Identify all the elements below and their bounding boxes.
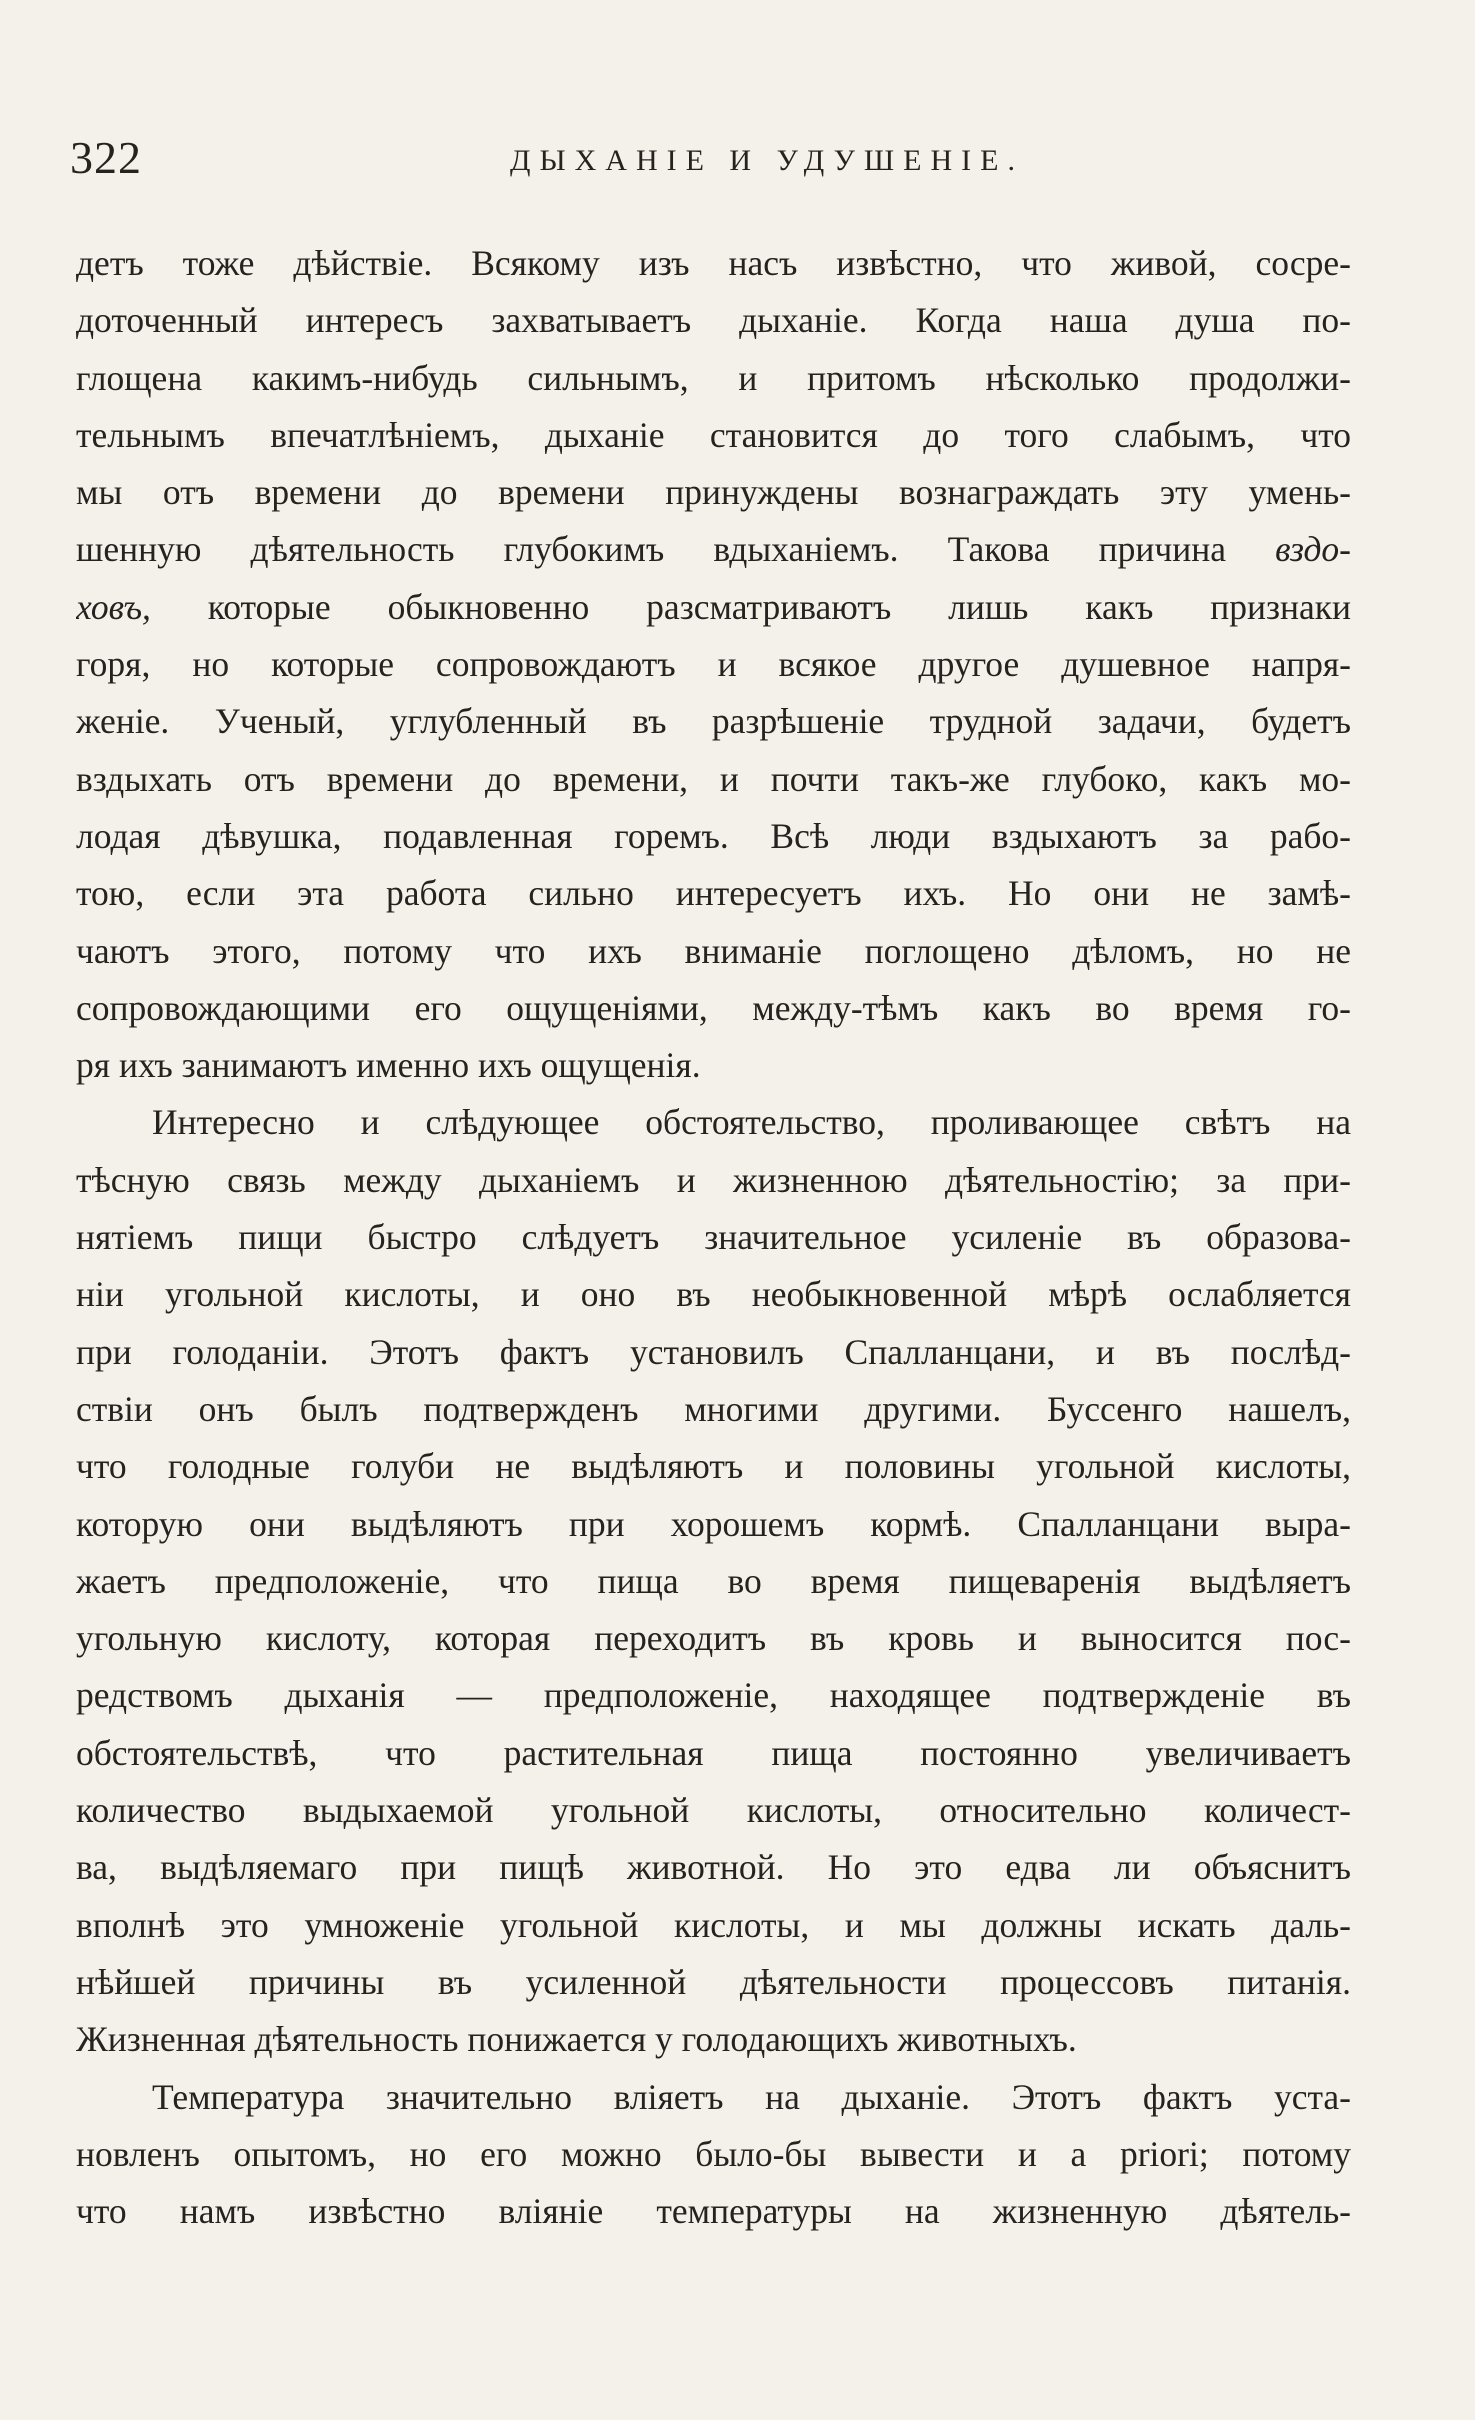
text-line: чаютъ этого, потому что ихъ вниманіе поглощено дѣломъ, но не <box>76 930 1351 971</box>
text-line: жаетъ предположеніе, что пища во время пищеваренія выдѣляетъ <box>76 1560 1351 1601</box>
text-line: Жизненная дѣятельность понижается у голодающихъ животныхъ. <box>76 2019 1077 2060</box>
text-line: вполнѣ это умноженіе угольной кислоты, и мы должны искать даль- <box>76 1904 1351 1945</box>
text-segment: шенную дѣятельность глубокимъ вдыханіемъ. Такова причина <box>76 529 1226 570</box>
text-line: редствомъ дыханія — предположеніе, находящее подтвержденіе въ <box>76 1675 1351 1716</box>
text-line: тельнымъ впечатлѣніемъ, дыханіе становится до того слабымъ, что <box>76 414 1351 455</box>
text-line <box>76 521 1351 578</box>
text-line: угольную кислоту, которая переходитъ въ кровь и выносится пос- <box>76 1618 1351 1659</box>
text-line: ніи угольной кислоты, и оно въ необыкновенной мѣрѣ ослабляется <box>76 1274 1351 1315</box>
body-text <box>76 235 1351 2240</box>
text-line: ва, выдѣляемаго при пищѣ животной. Но это едва ли объяснитъ <box>76 1847 1351 1888</box>
text-line: детъ тоже дѣйствіе. Всякому изъ насъ извѣстно, что живой, сосре- <box>76 243 1351 283</box>
text-line: мы отъ времени до времени принуждены вознаграждать эту умень- <box>76 472 1351 513</box>
text-line: что намъ извѣстно вліяніе температуры на жизненную дѣятель- <box>76 2191 1351 2232</box>
text-line: доточенный интересъ захватываетъ дыханіе. Когда наша душа по- <box>76 300 1351 341</box>
page-header <box>70 128 1350 188</box>
text-line: Интересно и слѣдующее обстоятельство, проливающее свѣтъ на <box>152 1102 1351 1143</box>
text-line: тою, если эта работа сильно интересуетъ ихъ. Но они не замѣ- <box>76 873 1351 914</box>
text-line: при голоданіи. Этотъ фактъ установилъ Спалланцани, и въ послѣд- <box>76 1331 1351 1372</box>
italic-term: ховъ, <box>76 586 151 627</box>
text-segment: которые обыкновенно разсматриваютъ лишь какъ признаки <box>207 586 1351 627</box>
text-line: сопровождающими его ощущеніями, между-тѣмъ какъ во время го- <box>76 987 1351 1028</box>
text-line: вздыхать отъ времени до времени, и почти такъ-же глубоко, какъ мо- <box>76 758 1351 799</box>
text-line <box>76 579 1351 636</box>
text-line: новленъ опытомъ, но его можно было-бы вывести и a priori; потому <box>76 2133 1351 2174</box>
text-line: которую они выдѣляютъ при хорошемъ кормѣ. Спалланцани выра- <box>76 1503 1351 1544</box>
text-line: нѣйшей причины въ усиленной дѣятельности процессовъ питанія. <box>76 1961 1351 2002</box>
page-number: 322 <box>70 132 142 183</box>
text-line: нятіемъ пищи быстро слѣдуетъ значительное усиленіе въ образова- <box>76 1217 1351 1258</box>
text-line: горя, но которые сопровождаютъ и всякое другое душевное напря- <box>76 644 1351 685</box>
text-line: тѣсную связь между дыханіемъ и жизненною дѣятельностію; за при- <box>76 1159 1351 1200</box>
text-line: ря ихъ занимаютъ именно ихъ ощущенія. <box>76 1045 701 1086</box>
text-line: что голодные голуби не выдѣляютъ и половины угольной кислоты, <box>76 1446 1351 1487</box>
text-line: количество выдыхаемой угольной кислоты, относительно количест- <box>76 1790 1351 1831</box>
text-line: Температура значительно вліяетъ на дыханіе. Этотъ фактъ уста- <box>152 2076 1351 2117</box>
text-line: глощена какимъ-нибудь сильнымъ, и притомъ нѣсколько продолжи- <box>76 357 1351 398</box>
text-line: ствіи онъ былъ подтвержденъ многими другими. Буссенго нашелъ, <box>76 1388 1351 1429</box>
running-title: ДЫХАНІЕ И УДУШЕНІЕ. <box>510 144 1024 177</box>
italic-term: вздо- <box>1275 529 1351 570</box>
text-line: лодая дѣвушка, подавленная горемъ. Всѣ люди вздыхаютъ за рабо- <box>76 815 1351 856</box>
text-line: женіе. Ученый, углубленный въ разрѣшеніе трудной задачи, будетъ <box>76 701 1351 742</box>
text-line: обстоятельствѣ, что растительная пища постоянно увеличиваетъ <box>76 1732 1351 1773</box>
